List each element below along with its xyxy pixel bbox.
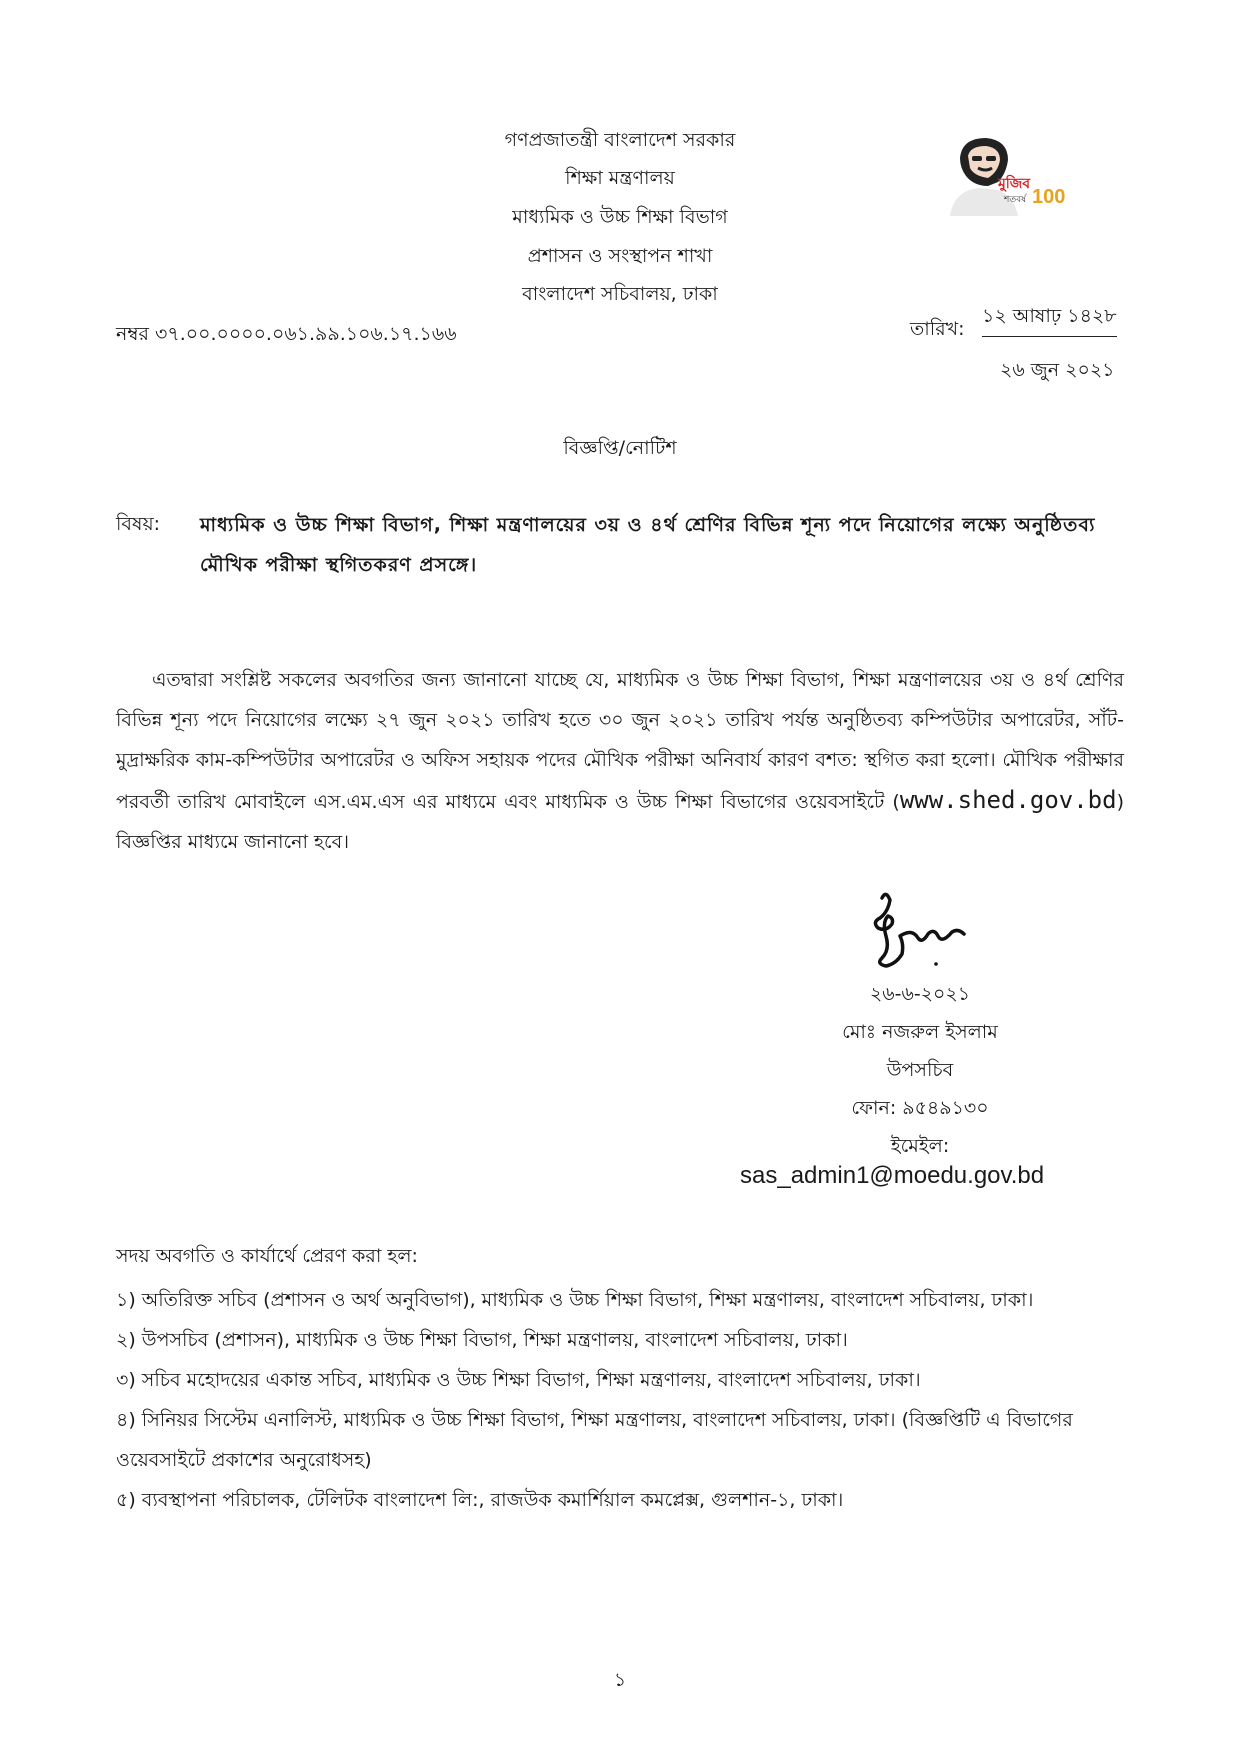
header-division: মাধ্যমিক ও উচ্চ শিক্ষা বিভাগ xyxy=(512,206,728,228)
notice-title: বিজ্ঞপ্তি/নোটিশ xyxy=(563,437,677,459)
date-label: তারিখ: xyxy=(910,318,965,340)
signatory-designation: উপসচিব xyxy=(886,1059,954,1081)
header-location: বাংলাদেশ সচিবালয়, ঢাকা xyxy=(522,283,718,305)
distribution-item: ১) অতিরিক্ত সচিব (প্রশাসন ও অর্থ অনুবিভাগ), মাধ্যমিক ও উচ্চ শিক্ষা বিভাগ, শিক্ষা মন্ত্রণালয়, বাংলাদেশ সচিবালয়, ঢাকা। xyxy=(116,1289,1034,1311)
signatory-email-label: ইমেইল: xyxy=(890,1135,950,1157)
date-bangla-calendar: ১২ আষাঢ় ১৪২৮ xyxy=(982,302,1117,337)
page-number: ১ xyxy=(613,1669,627,1691)
distribution-title: সদয় অবগতি ও কার্যার্থে প্রেরণ করা হল: xyxy=(116,1245,418,1267)
notice-body xyxy=(116,660,1124,862)
header-branch: প্রশাসন ও সংস্থাপন শাখা xyxy=(527,245,713,267)
distribution-item: ৫) ব্যবস্থাপনা পরিচালক, টেলিটক বাংলাদেশ লি:, রাজউক কমার্শিয়াল কমপ্লেক্স, গুলশান-১, ঢাকা। xyxy=(116,1489,844,1511)
memo-number: নম্বর ৩৭.০০.০০০০.০৬১.৯৯.১০৬.১৭.১৬৬ xyxy=(116,323,457,345)
distribution-item: ৪) সিনিয়র সিস্টেম এনালিস্ট, মাধ্যমিক ও উচ্চ শিক্ষা বিভাগ, শিক্ষা মন্ত্রণালয়, বাংলাদেশ সচিবালয়, ঢাকা। (বিজ্ঞপ্তিটি এ বিভাগের ওয়েবসাইটে প্রকাশের অনুরোধসহ) xyxy=(116,1409,1073,1471)
distribution-item: ৩) সচিব মহোদয়ের একান্ত সচিব, মাধ্যমিক ও উচ্চ শিক্ষা বিভাগ, শিক্ষা মন্ত্রণালয়, বাংলাদেশ সচিবালয়, ঢাকা। xyxy=(116,1369,921,1391)
signatory-phone: ফোন: ৯৫৪৯১৩০ xyxy=(851,1097,989,1119)
logo-text-centenary: শতবর্ষ xyxy=(1004,195,1027,205)
distribution-item: ২) উপসচিব (প্রশাসন), মাধ্যমিক ও উচ্চ শিক্ষা বিভাগ, শিক্ষা মন্ত্রণালয়, বাংলাদেশ সচিবালয়, ঢাকা। xyxy=(116,1329,848,1351)
signatory-name: মোঃ নজরুল ইসলাম xyxy=(842,1021,998,1043)
header-government: গণপ্রজাতন্ত্রী বাংলাদেশ সরকার xyxy=(504,129,736,151)
notice-body-text: এতদ্বারা সংশ্লিষ্ট সকলের অবগতির জন্য জানানো যাচ্ছে যে, মাধ্যমিক ও উচ্চ শিক্ষা বিভাগ, শিক্ষা মন্ত্রণালয়ের ৩য় ও ৪র্থ শ্রেণির বিভিন্ন শূন্য পদে নিয়োগের লক্ষ্যে ২৭ জুন ২০২১ তারিখ হতে ৩০ জুন ২০২১ তারিখ পর্যন্ত অনুষ্ঠিতব্য কম্পিউটার অপারেটর, সাঁট-মুদ্রাক্ষরিক কাম-কম্পিউটার অপারেটর ও অফিস সহায়ক পদের মৌখিক পরীক্ষা অনিবার্য কারণ বশত: স্থগিত করা হলো। মৌখিক পরীক্ষার পরবর্তী তারিখ মোবাইলে এস.এম.এস এর মাধ্যমে এবং মাধ্যমিক ও উচ্চ শিক্ষা বিভাগের ওয়েবসাইটে ( xyxy=(116,669,1124,813)
notice-body-text-end: ) বিজ্ঞপ্তির মাধ্যমে জানানো হবে। xyxy=(116,791,1124,853)
logo-text-mujib: মুজিব xyxy=(998,176,1031,192)
subject-text: মাধ্যমিক ও উচ্চ শিক্ষা বিভাগ, শিক্ষা মন্ত্রণালয়ের ৩য় ও ৪র্থ শ্রেণির বিভিন্ন শূন্য পদে নিয়োগের লক্ষ্যে অনুষ্ঠিতব্য মৌখিক পরীক্ষা স্থগিতকরণ প্রসঙ্গে। xyxy=(200,514,1096,576)
date-english-calendar: ২৬ জুন ২০২১ xyxy=(1000,359,1115,381)
subject-label: বিষয়: xyxy=(116,513,161,535)
logo-text-100: 100 xyxy=(1032,186,1066,208)
signature xyxy=(842,888,1002,974)
header-ministry: শিক্ষা মন্ত্রণালয় xyxy=(565,167,675,189)
distribution-list xyxy=(116,1280,1126,1520)
signature-date: ২৬-৬-২০২১ xyxy=(869,983,971,1005)
mujib-100-logo xyxy=(940,130,1066,220)
website-link[interactable]: www.shed.gov.bd xyxy=(899,786,1117,814)
signatory-email[interactable]: sas_admin1@moedu.gov.bd xyxy=(740,1162,1045,1189)
